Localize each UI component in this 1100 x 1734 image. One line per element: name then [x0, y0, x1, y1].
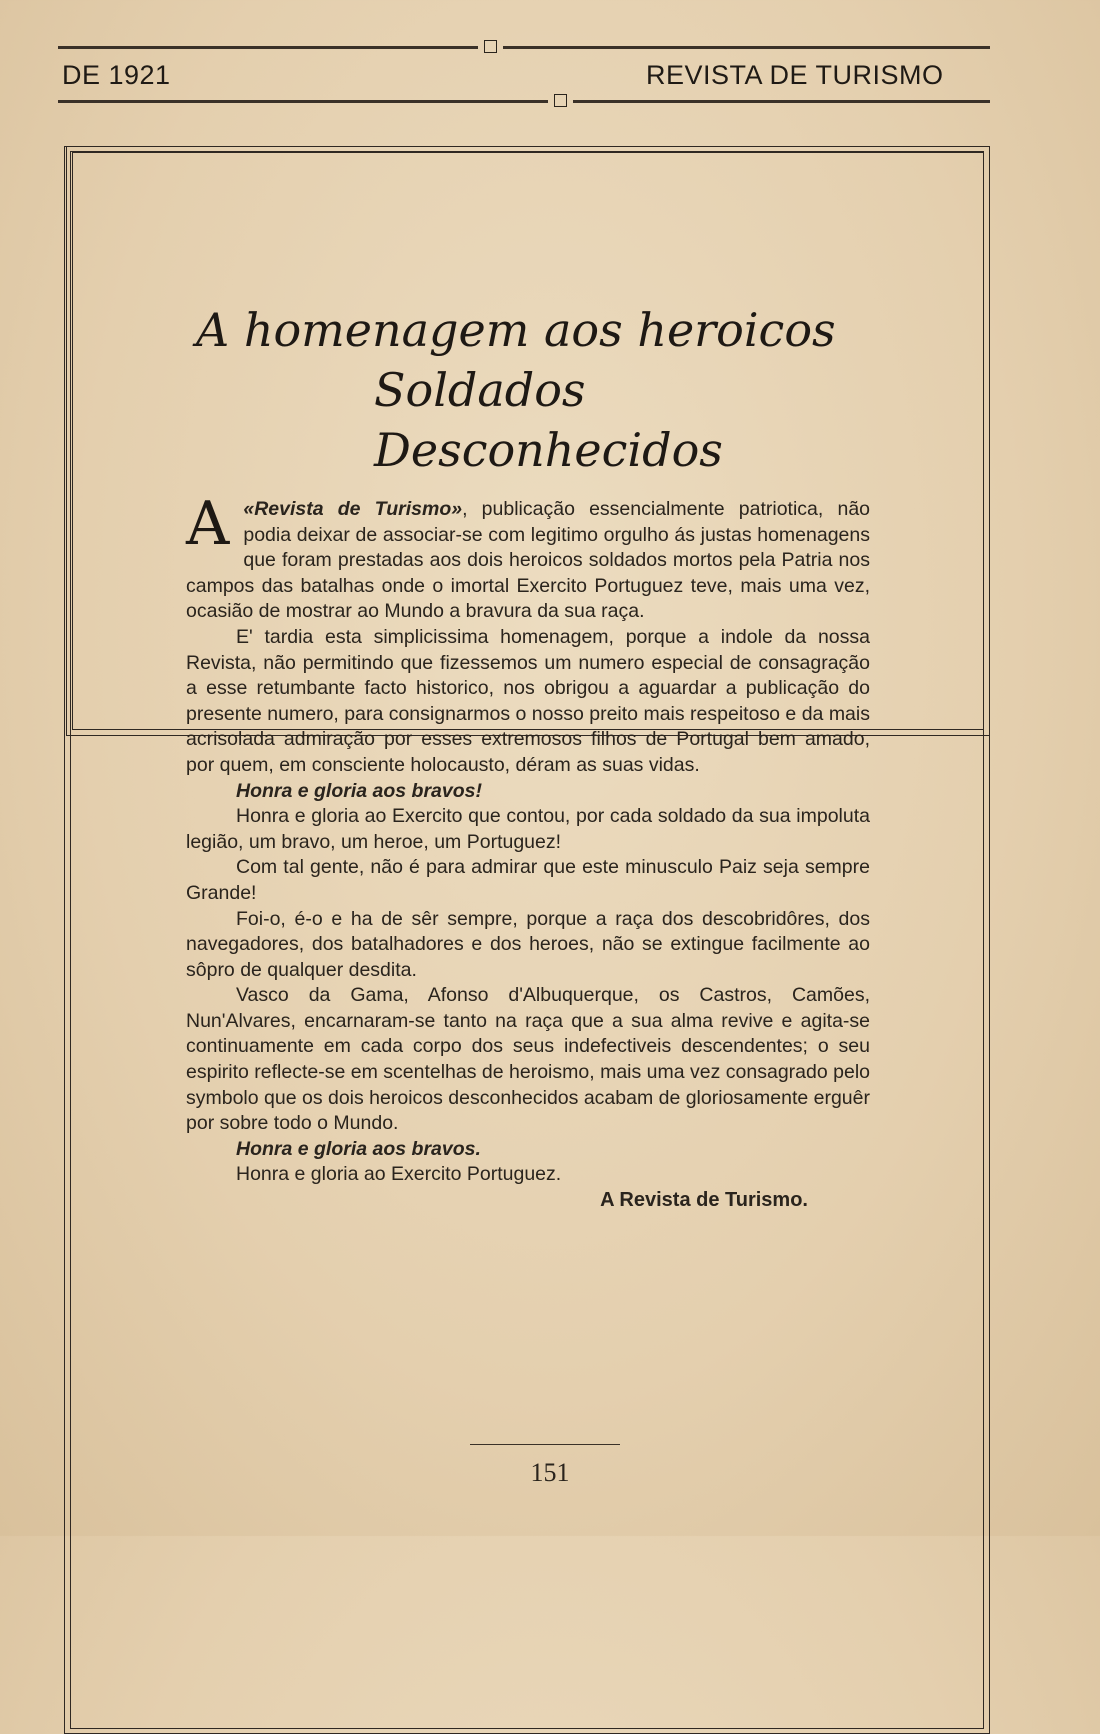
page-number: 151 — [530, 1458, 570, 1487]
exclamation-2: Honra e gloria aos bravos. — [236, 1137, 481, 1160]
drop-cap: A — [186, 489, 230, 559]
paragraph-4: Com tal gente, não é para admirar que este minusculo Paiz seja sempre Grande! — [186, 856, 870, 904]
paragraph-3: Honra e gloria ao Exercito que contou, por cada soldado da sua impoluta legião, um bravo, um heroe, um Portuguez! — [186, 805, 870, 853]
article-body — [186, 489, 871, 1214]
article — [186, 300, 870, 1214]
page-number-rule — [470, 1444, 620, 1445]
paragraph-6: Vasco da Gama, Afonso d'Albuquerque, os Castros, Camões, Nun'Alvares, encarnaram-se tanto na raça que a sua alma revive e agita-se continuamente em cada corpo dos seus indefectiveis descendentes; o seu espirito reflecte-se em scentelhas de heroismo, mais uma vez consagrado pelo symbolo que os dois heroicos desconhecidos acabam de gloriosamente erguêr por sobre todo o Mundo. — [186, 984, 870, 1135]
running-head-right: REVISTA DE TURISMO — [646, 60, 944, 90]
running-head-left: DE 1921 — [62, 60, 171, 90]
title-line-1: A homenagem aos heroicos — [196, 303, 836, 357]
magazine-name: «Revista de Turismo» — [243, 498, 463, 520]
paragraph-1-text: , publicação essencialmente patriotica, não podia deixar de associar-se com legitimo orgulho ás justas homenagens que foram prestadas aos dois heroicos soldados mortos pela Patria nos campos das batalhas onde o imortal Exercito Portuguez teve, mais uma vez, ocasião de mostrar ao Mundo a bravura da sua raça. — [186, 498, 871, 623]
exclamation-1: Honra e gloria aos bravos! — [236, 779, 482, 802]
paragraph-5: Foi-o, é-o e ha de sêr sempre, porque a raça dos descobridôres, dos navegadores, dos batalhadores e dos heroes, não se extingue facilmente ao sôpro de qualquer desdita. — [186, 907, 870, 981]
signature: A Revista de Turismo. — [600, 1189, 808, 1212]
paragraph-2: E' tardia esta simplicissima homenagem, porque a indole da nossa Revista, não permitindo que fizessemos um numero especial de consagração a esse retumbante facto historico, nos obrigou a aguardar a publicação do presente numero, para consignarmos o nosso preito mais respeitoso e da mais acrisolada admiração por esses extremosos filhos de Portugal bem amado, por quem, em consciente holocausto, déram as suas vidas. — [186, 625, 870, 776]
paragraph-1 — [186, 489, 871, 625]
title-line-2: Soldados Desconhecidos — [374, 363, 723, 477]
article-title — [186, 300, 870, 480]
paragraph-7: Honra e gloria ao Exercito Portuguez. — [236, 1163, 562, 1186]
